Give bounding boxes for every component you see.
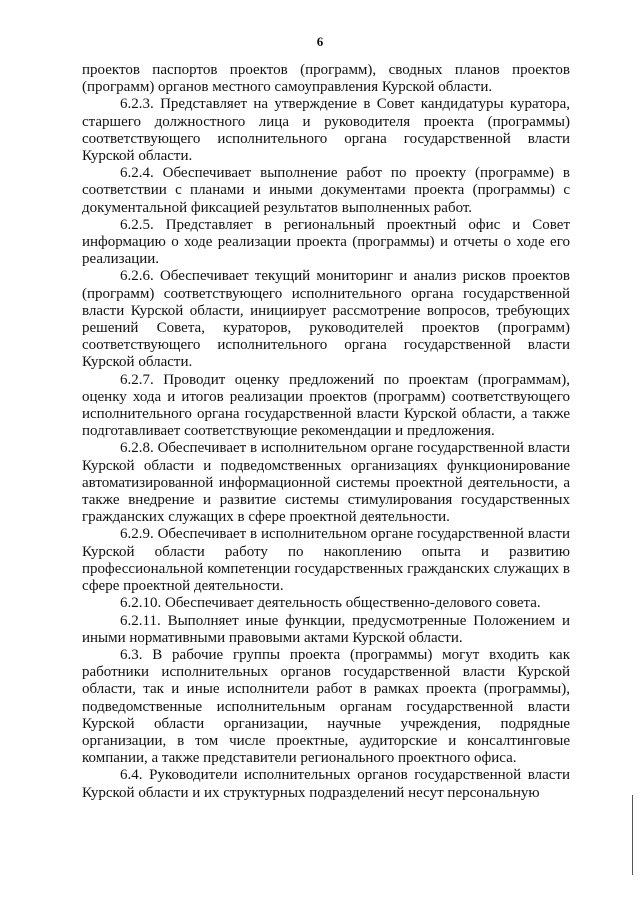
paragraph-6-2-9: 6.2.9. Обеспечивает в исполнительном органе государственной власти Курской области работу по накоплению опыта и развитию профессиональной компетенции государственных гражданских служащих в сфере проектной деятельности. <box>82 526 570 595</box>
paragraph-6-2-6: 6.2.6. Обеспечивает текущий мониторинг и анализ рисков проектов (программ) соответствующего исполнительного органа государственной власти Курской области, инициирует рассмотрение вопросов, требующих решений Совета, кураторов, руководителей проектов (программ) соответствующего исполнительного органа государственной власти Курской области. <box>82 268 570 371</box>
paragraph-6-2-4: 6.2.4. Обеспечивает выполнение работ по проекту (программе) в соответствии с планами и иными документами проекта (программы) с документальной фиксацией результатов выполненных работ. <box>82 165 570 216</box>
paragraph-6-2-5: 6.2.5. Представляет в региональный проектный офис и Совет информацию о ходе реализации проекта (программы) и отчеты о ходе его реализации. <box>82 216 570 268</box>
document-body <box>82 62 570 802</box>
paragraph-6-2-10: 6.2.10. Обеспечивает деятельность общественно-делового совета. <box>120 595 541 612</box>
paragraph-6-2-11: 6.2.11. Выполняет иные функции, предусмотренные Положением и иными нормативными правовыми актами Курской области. <box>82 612 570 646</box>
scan-margin-line <box>632 795 633 875</box>
paragraph-6-2-8: 6.2.8. Обеспечивает в исполнительном органе государственной власти Курской области и подведомственных организациях функционирование автоматизированной информационной системы проектной деятельности, а также внедрение и развитие системы стимулирования государственных гражданских служащих в сфере проектной деятельности. <box>82 440 570 526</box>
page-number: 6 <box>316 34 324 49</box>
paragraph-6-4: 6.4. Руководители исполнительных органов государственной власти Курской области и их структурных подразделений несут персональную <box>82 767 570 801</box>
paragraph-6-3: 6.3. В рабочие группы проекта (программы) могут входить как работники исполнительных органов государственной власти Курской области, так и иные исполнители работ в рамках проекта (программы), подведомственные исполнительным органам государственной власти Курской области организации, научные учреждения, подрядные организации, в том числе проектные, аудиторские и консалтинговые компании, а также представители регионального проектного офиса. <box>82 646 570 767</box>
paragraph-continuation: проектов паспортов проектов (программ), сводных планов проектов (программ) органов местного самоуправления Курской области. <box>82 62 570 96</box>
paragraph-6-2-3: 6.2.3. Представляет на утверждение в Совет кандидатуры куратора, старшего должностного лица и руководителя проекта (программы) соответствующего исполнительного органа государственной власти Курской области. <box>82 96 570 165</box>
paragraph-6-2-7: 6.2.7. Проводит оценку предложений по проектам (программам), оценку хода и итогов реализации проектов (программ) соответствующего исполнительного органа государственной власти Курской области, а также подготавливает соответствующие рекомендации и предложения. <box>82 371 570 440</box>
